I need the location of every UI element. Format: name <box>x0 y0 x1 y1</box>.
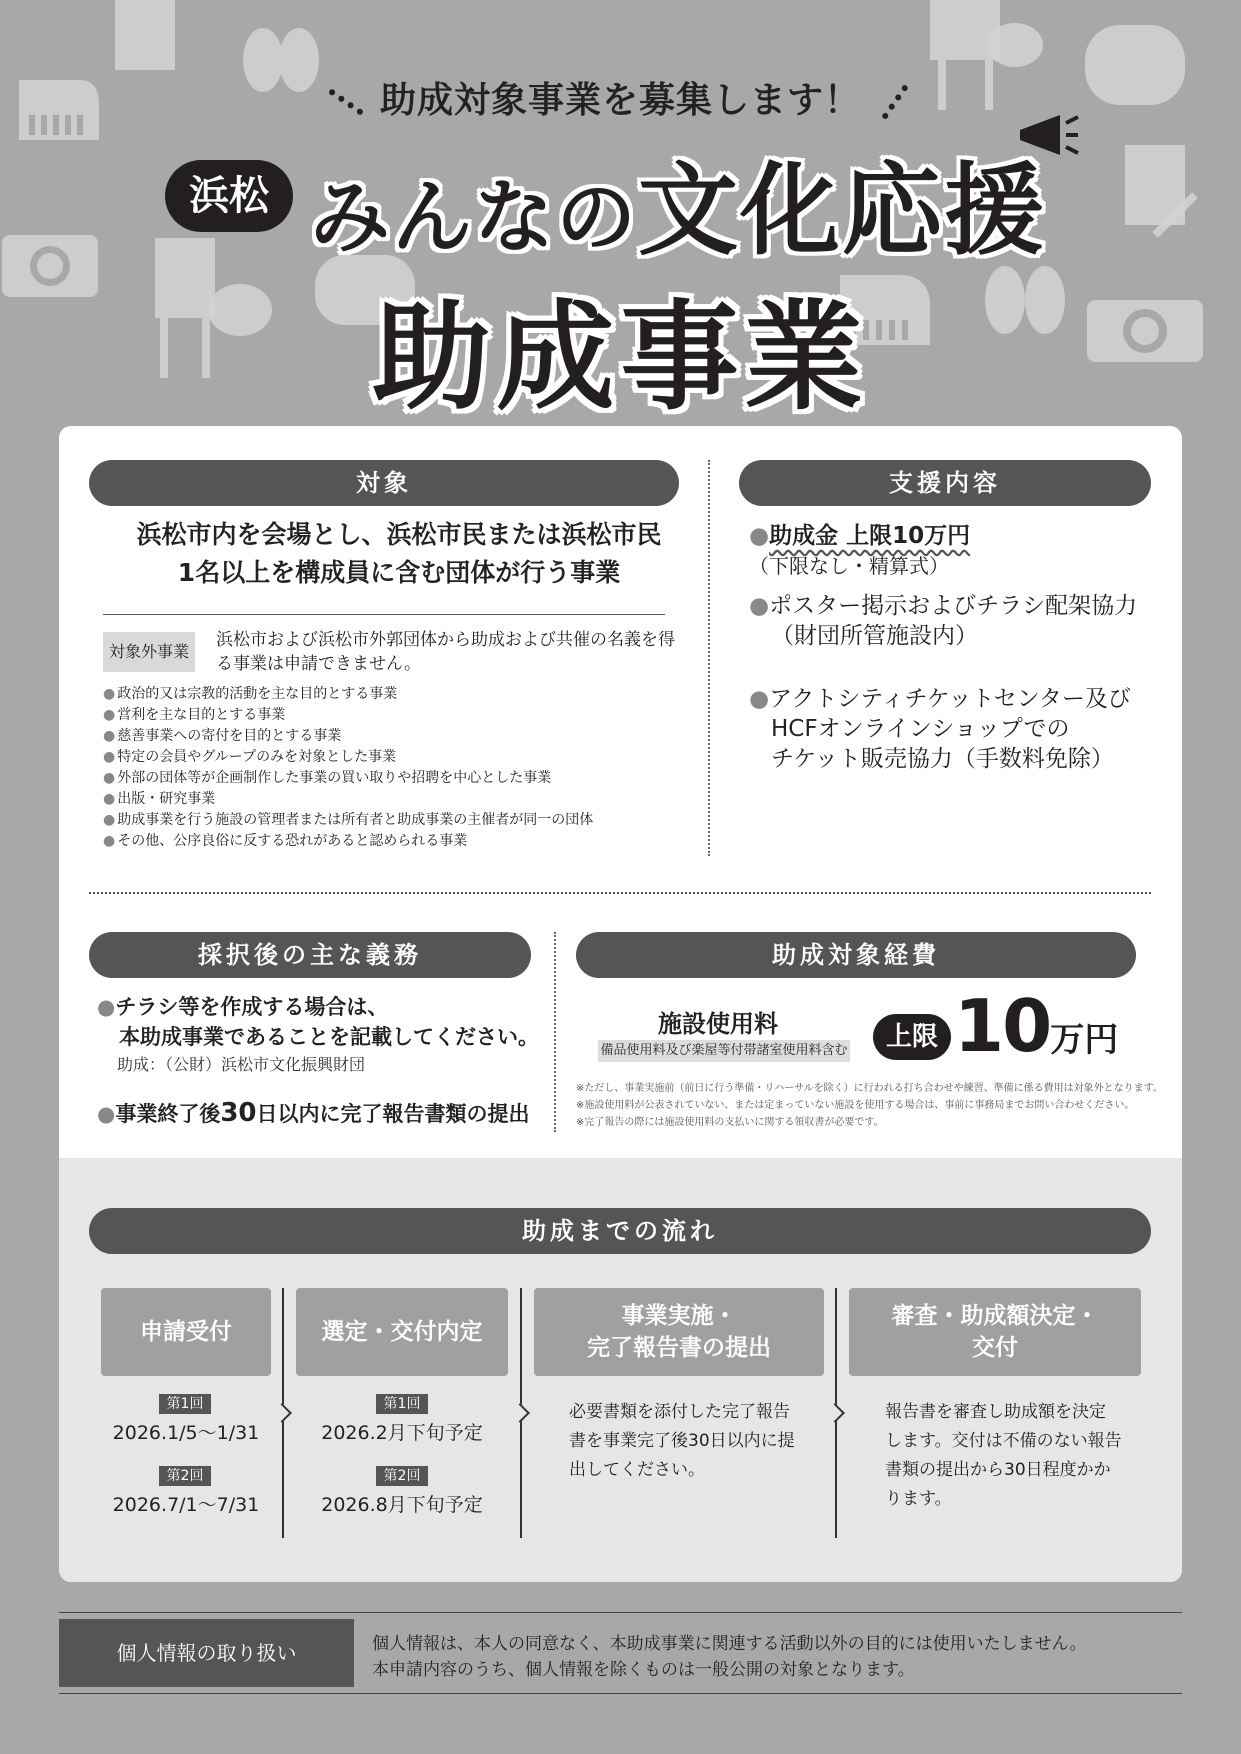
step-box-2 <box>296 1288 508 1376</box>
duties-pill: 採択後の主な義務 <box>89 932 531 978</box>
limit-number: 10 <box>954 984 1051 1068</box>
header <box>0 0 1241 426</box>
support-item-3-line2: HCFオンラインショップでの <box>771 716 1070 742</box>
desc-line: ります。 <box>885 1489 952 1509</box>
bullet-icon: ● <box>97 1102 116 1126</box>
flow-pill: 助成までの流れ <box>89 1208 1151 1254</box>
expenses-pill: 助成対象経費 <box>576 932 1136 978</box>
column-divider <box>554 932 556 1132</box>
city-badge: 浜松 <box>165 160 293 232</box>
duty-note: 助成：（公財）浜松市文化振興財団 <box>117 1055 366 1074</box>
privacy-section <box>59 1612 1182 1694</box>
target-line1: 浜松市内を会場とし、浜松市民または浜松市民 <box>136 520 662 549</box>
desc-line: 書類の提出から30日程度かか <box>885 1460 1111 1480</box>
title-line2: 助成事業 <box>372 288 869 426</box>
exclusion-list <box>103 684 683 852</box>
privacy-text <box>372 1631 1087 1683</box>
duty-item-2-days: 30 <box>220 1098 257 1128</box>
list-item: ● 助成事業を行う施設の管理者または所有者と助成事業の主催者が同一の団体 <box>103 810 683 831</box>
step-3-title-line1: 事業実施・ <box>621 1303 737 1329</box>
divider <box>103 614 665 615</box>
support-item-3-line3: チケット販売協力（手数料免除） <box>771 746 1114 772</box>
bullet-icon: ● <box>749 593 770 619</box>
step-box-1 <box>101 1288 271 1376</box>
step-2-title: 選定・交付内定 <box>321 1319 483 1345</box>
limit-amount <box>954 984 1118 1068</box>
list-item: ● 外部の団体等が企画制作した事業の買い取りや招聘を中心とした事業 <box>103 768 683 789</box>
duty-item-1-line2: 本助成事業であることを記載してください。 <box>119 1025 539 1049</box>
title-kana: みんなの <box>310 171 638 264</box>
step-4-title-line2: 交付 <box>972 1335 1018 1361</box>
list-item: ● 出版・研究事業 <box>103 789 683 810</box>
tagline-text: 助成対象事業を募集します！ <box>379 80 861 121</box>
step-3-description <box>569 1398 795 1485</box>
expense-sub: 備品使用料及び楽屋等付帯諸室使用料含む <box>598 1040 850 1062</box>
round-tag: 第2回 <box>159 1466 211 1486</box>
duty-item-2 <box>97 1098 530 1129</box>
desc-line: 必要書類を添付した完了報告 <box>569 1402 790 1422</box>
step-1-date-2: 2026.7/1～7/31 <box>112 1494 260 1516</box>
round-tag: 第1回 <box>376 1394 428 1414</box>
list-item: ● 政治的又は宗教的活動を主な目的とする事業 <box>103 684 683 705</box>
privacy-line2: 本申請内容のうち、個人情報を除くものは一般公開の対象となります。 <box>372 1660 915 1680</box>
desc-line: 書を事業完了後30日以内に提 <box>569 1431 795 1451</box>
tagline-dash-right <box>881 84 909 120</box>
list-item: ● 特定の会員やグループのみを対象とした事業 <box>103 747 683 768</box>
support-pill: 支援内容 <box>739 460 1151 506</box>
desc-line: 出してください。 <box>569 1460 705 1480</box>
support-item-3 <box>749 684 1169 774</box>
exclusion-text: 浜松市および浜松市外郭団体から助成および共催の名義を得る事業は申請できません。 <box>216 630 675 674</box>
round-tag: 第1回 <box>159 1394 211 1414</box>
section-divider <box>89 892 1151 894</box>
step-4-description <box>885 1398 1122 1514</box>
support-item-2-line2: （財団所管施設内） <box>771 623 978 649</box>
list-item: ● 慈善事業への寄付を目的とする事業 <box>103 726 683 747</box>
expense-label: 施設使用料 <box>658 1010 778 1038</box>
duty-item-2-pre: 事業終了後 <box>115 1102 221 1126</box>
desc-line: 報告書を審査し助成額を決定 <box>885 1402 1106 1422</box>
bullet-icon: ● <box>749 523 770 549</box>
round-tag: 第2回 <box>376 1466 428 1486</box>
duty-item-1 <box>97 992 539 1052</box>
list-item: ● その他、公序良俗に反する恐れがあると認められる事業 <box>103 831 683 852</box>
main-card <box>59 426 1182 1582</box>
exclusion-label: 対象外事業 <box>103 632 195 672</box>
column-divider <box>708 460 710 856</box>
support-item-2 <box>749 591 1169 651</box>
bullet-icon: ● <box>97 995 116 1019</box>
duty-item-2-post: 日以内に完了報告書類の提出 <box>256 1102 530 1126</box>
step-1-date-1: 2026.1/5～1/31 <box>112 1422 260 1444</box>
note-line: ※ただし、事業実施前（前日に行う準備・リハーサルを除く）に行われる打ち合わせや練習、準備に係る費用は対象外となります。 <box>576 1083 1163 1094</box>
privacy-line1: 個人情報は、本人の同意なく、本助成事業に関連する活動以外の目的には使用いたしません。 <box>372 1634 1087 1654</box>
step-2-date-1: 2026.2月下旬予定 <box>321 1422 483 1444</box>
title-line1 <box>310 130 1046 274</box>
note-line: ※施設使用料が公表されていない、または定まっていない施設を使用する場合は、事前に事務局までお問い合わせください。 <box>576 1100 1135 1111</box>
tagline-dash-left <box>328 88 364 116</box>
support-item-1 <box>749 521 1169 581</box>
step-box-4 <box>849 1288 1141 1376</box>
step-2-date-2: 2026.8月下旬予定 <box>321 1494 483 1516</box>
step-box-3 <box>534 1288 824 1376</box>
support-item-3-line1: アクトシティチケットセンター及び <box>769 686 1131 712</box>
duty-item-1-line1: チラシ等を作成する場合は、 <box>115 995 389 1019</box>
step-4-title-line1: 審査・助成額決定・ <box>891 1303 1099 1329</box>
target-pill: 対象 <box>89 460 679 506</box>
step-3-title-line2: 完了報告書の提出 <box>587 1335 771 1361</box>
limit-badge: 上限 <box>873 1014 951 1060</box>
megaphone-icon <box>1020 115 1080 155</box>
title-kanji: 文化応援 <box>638 152 1046 269</box>
desc-line: します。交付は不備のない報告 <box>885 1431 1122 1451</box>
grant-amount: 助成金 上限10万円 <box>769 523 971 549</box>
expense-notes <box>576 1080 1176 1131</box>
bullet-icon: ● <box>749 686 770 712</box>
grant-note: （下限なし・精算式） <box>749 554 949 578</box>
list-item: ● 営利を主な目的とする事業 <box>103 705 683 726</box>
target-line2: 1名以上を構成員に含む団体が行う事業 <box>177 558 621 587</box>
limit-unit: 万円 <box>1050 1020 1119 1060</box>
support-item-2-line1: ポスター掲示およびチラシ配架協力 <box>769 593 1138 619</box>
note-line: ※完了報告の際には施設使用料の支払いに関する領収書が必要です。 <box>576 1117 884 1128</box>
step-1-title: 申請受付 <box>140 1319 232 1345</box>
target-description <box>119 516 679 592</box>
privacy-label: 個人情報の取り扱い <box>59 1619 354 1687</box>
